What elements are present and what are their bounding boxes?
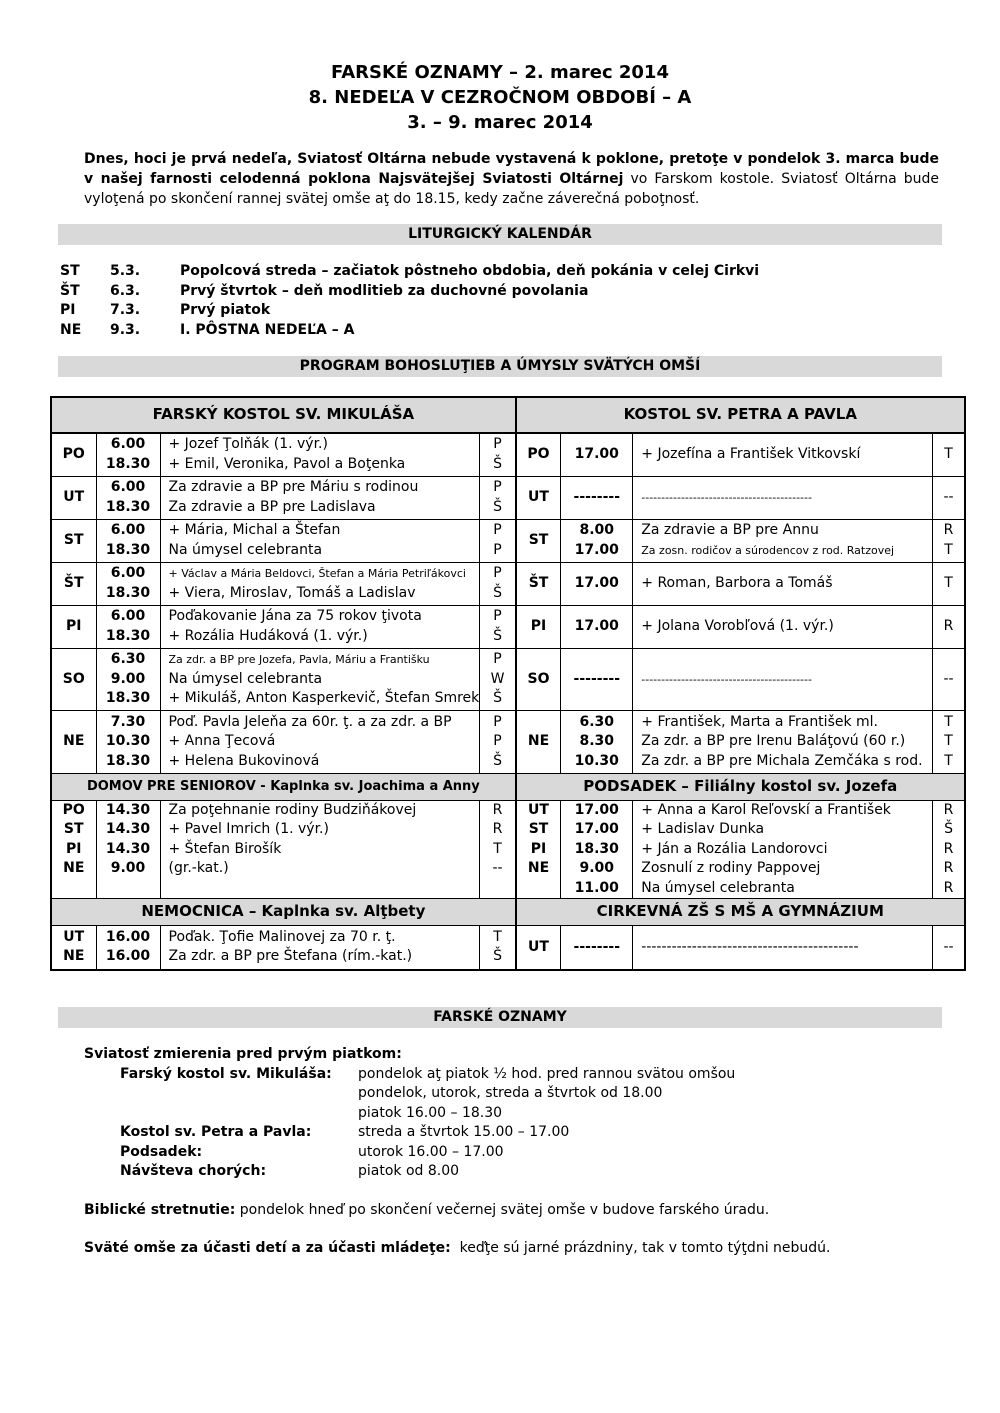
cell-line: 6.00 (110, 565, 146, 581)
page-header (0, 60, 1000, 135)
youth-masses (84, 1239, 830, 1259)
letter-cell (933, 433, 965, 476)
cell-line: + Jozefína a František Vitkovskí (641, 446, 861, 462)
schedule-row (51, 648, 965, 711)
cell-line: 6.00 (110, 522, 146, 538)
cell-line: 6.30 (110, 651, 146, 667)
cell-line: R (943, 879, 954, 896)
letter-cell (933, 800, 965, 899)
cell-line: 17.00 (574, 574, 619, 591)
day-cell (516, 800, 561, 899)
cell-line: + František, Marta a František ml. (641, 713, 879, 730)
cell-line: T (944, 733, 953, 749)
day-cell: ŠT (516, 562, 561, 605)
letter-cell (480, 605, 516, 648)
cell-line: 18.30 (105, 455, 151, 472)
time-cell (96, 800, 160, 899)
cell-line: Poďakovanie Jána za 75 rokov ţivota (168, 608, 422, 624)
calendar-row (60, 282, 759, 302)
letter-cell (480, 476, 516, 519)
cell-line: + Roman, Barbora a Tomáš (641, 574, 833, 591)
day-cell: NE (51, 711, 96, 774)
cell-line: 9.00 (110, 860, 146, 876)
cell-line: ------------------------------------------- (641, 672, 812, 686)
day-cell: PO (51, 433, 96, 476)
cell-line: 18.30 (105, 752, 151, 769)
schedule-row (51, 800, 965, 899)
cell-line: 6.00 (110, 479, 146, 495)
intention-cell (160, 433, 480, 476)
letter-cell (480, 433, 516, 476)
cell-line: Š (493, 455, 502, 472)
cell-line: Š (493, 690, 502, 706)
cell-line: T (944, 713, 953, 730)
cell-line: 9.00 (110, 670, 146, 687)
cell-line: 8.30 (579, 733, 615, 749)
intention-cell (160, 800, 480, 899)
cell-line: 17.00 (574, 541, 619, 558)
cell-line: 17.00 (574, 446, 619, 462)
day-cell: UT (51, 476, 96, 519)
cell-line: P (493, 436, 502, 453)
cell-line: Š (493, 752, 502, 769)
day-cell: PI (51, 605, 96, 648)
intention-cell (633, 711, 933, 774)
confession-time: piatok 16.00 – 18.30 (358, 1104, 503, 1121)
letter-cell (480, 800, 516, 899)
liturgical-calendar (60, 262, 759, 340)
letter-cell (480, 926, 516, 970)
time-cell (96, 711, 160, 774)
cell-line: 18.30 (105, 498, 151, 515)
cell-line: T (944, 752, 953, 769)
cell-line: 14.30 (105, 840, 151, 857)
cell-line: + Helena Bukovinová (168, 752, 320, 769)
bible-meeting (84, 1201, 830, 1221)
cell-line: R (943, 860, 954, 876)
time-cell (96, 476, 160, 519)
cell-line: NE (527, 860, 550, 876)
cell-line: -- (492, 860, 503, 876)
calendar-text: Prvý štvrtok – deň modlitieb za duchovné povolania (180, 282, 589, 299)
time-cell: -------- (561, 926, 633, 970)
cell-line: Na úmysel celebranta (641, 879, 795, 896)
cell-line: 6.30 (579, 713, 615, 730)
cell-line: 11.00 (574, 879, 619, 896)
confession-row (84, 1065, 830, 1085)
cell-line: + Anna Ţecová (168, 733, 276, 749)
cell-line: R (943, 801, 954, 818)
cell-line: 9.00 (579, 860, 615, 876)
day-cell: NE (516, 711, 561, 774)
intention-cell (633, 476, 933, 519)
cell-line: Za zdr. a BP pre Irenu Baláţovú (60 r.) (641, 733, 906, 749)
section-notices: FARSKÉ OZNAMY (58, 1007, 942, 1028)
cell-line: -------- (573, 488, 620, 505)
section-header: NEMOCNICA – Kaplnka sv. Alţbety (51, 899, 516, 926)
confession-title: Sviatosť zmierenia pred prvým piatkom: (84, 1046, 402, 1062)
calendar-day: PI (60, 302, 76, 318)
bible-text: pondelok hneď po skončení večernej svätej omše v budove farského úradu. (235, 1201, 770, 1218)
calendar-date: 9.3. (110, 321, 141, 338)
cell-line: 18.30 (105, 627, 151, 644)
cell-line: 18.30 (574, 840, 619, 857)
cell-line: Za poţehnanie rodiny Budziňákovej (168, 801, 417, 818)
cell-line: (gr.-kat.) (168, 860, 229, 876)
letter-cell (933, 519, 965, 562)
letter-cell (480, 519, 516, 562)
intention-cell (160, 605, 480, 648)
cell-line: Na úmysel celebranta (168, 670, 323, 687)
cell-line: + Mária, Michal a Štefan (168, 522, 341, 538)
cell-line: 17.00 (574, 801, 619, 818)
cell-line: + Rozália Hudáková (1. výr.) (168, 627, 368, 644)
intention-cell (160, 476, 480, 519)
cell-line: Za zdravie a BP pre Ladislava (168, 498, 376, 515)
cell-line: P (493, 651, 502, 667)
intro-bold: Dnes, hoci je prvá nedeľa, Sviatosť Oltárna nebude vystavená k poklone, pretoţe v pondelok 3. marca bude v našej farnosti celodenná poklona Najsvätejšej Sviatosti Oltárnej (84, 151, 939, 187)
intention-cell (160, 519, 480, 562)
cell-line: T (493, 928, 502, 945)
calendar-day: NE (60, 321, 82, 338)
cell-line: UT (63, 928, 85, 945)
cell-line: + Ladislav Dunka (641, 821, 765, 837)
cell-line: T (944, 446, 953, 462)
cell-line: + Emil, Veronika, Pavol a Boţenka (168, 455, 406, 472)
intention-cell (160, 648, 480, 711)
cell-line: ST (528, 821, 549, 837)
calendar-row (60, 321, 759, 341)
time-cell (96, 562, 160, 605)
cell-line: T (493, 840, 502, 857)
cell-line: 16.00 (105, 948, 151, 965)
section-header: CIRKEVNÁ ZŠ S MŠ A GYMNÁZIUM (516, 899, 965, 926)
cell-line: ------------------------------------------- (641, 490, 812, 504)
intention-cell (160, 562, 480, 605)
cell-line: Poď. Pavla Jeleňa za 60r. ţ. a za zdr. a BP (168, 713, 452, 730)
time-cell (96, 433, 160, 476)
confession-place (84, 1104, 358, 1124)
cell-line: NE (63, 948, 85, 965)
confession-place: Návšteva chorých: (120, 1163, 267, 1179)
intro-paragraph (84, 149, 939, 209)
cell-line: 14.30 (105, 821, 151, 837)
time-cell (561, 648, 633, 711)
intention-cell (633, 519, 933, 562)
cell-line: -------- (573, 670, 620, 687)
intention-cell (633, 433, 933, 476)
calendar-day: ŠT (60, 282, 80, 299)
cell-line: Š (493, 584, 502, 601)
day-cell (51, 926, 96, 970)
cell-line: R (492, 801, 503, 818)
cell-line: Zosnulí z rodiny Pappovej (641, 860, 821, 876)
schedule-row (51, 605, 965, 648)
day-cell: ST (516, 519, 561, 562)
intro-rest: vo Farskom kostole. Sviatosť Oltárna bude vyloţená po skončení rannej svätej omše aţ do 18.15, kedy začne záverečná poboţnosť. (84, 171, 939, 207)
letter-cell (933, 605, 965, 648)
intention-cell (633, 648, 933, 711)
cell-line: 17.00 (574, 821, 619, 837)
cell-line: 8.00 (579, 522, 615, 538)
confession-time: piatok od 8.00 (358, 1163, 460, 1179)
confession-row (84, 1123, 830, 1143)
confession-place (84, 1084, 358, 1104)
cell-line: 14.30 (105, 801, 151, 818)
day-cell: UT (516, 926, 561, 970)
letter-cell (480, 562, 516, 605)
cell-line: Za zosn. rodičov a súrodencov z rod. Ratzovej (641, 543, 895, 557)
confession-time: utorok 16.00 – 17.00 (358, 1143, 504, 1160)
cell-line: 18.30 (105, 541, 151, 558)
confession-row (84, 1162, 830, 1182)
cell-line: NE (63, 860, 85, 876)
time-cell (96, 926, 160, 970)
cell-line: Za zdr. a BP pre Štefana (rím.-kat.) (168, 948, 413, 965)
cell-line: R (943, 617, 954, 634)
calendar-row (60, 301, 759, 321)
intention-cell (160, 711, 480, 774)
cell-line: + Ján a Rozália Landorovci (641, 840, 828, 857)
letter-cell: -- (933, 926, 965, 970)
schedule-row (51, 519, 965, 562)
cell-line: 17.00 (574, 617, 619, 634)
cell-line: Za zdravie a BP pre Máriu s rodinou (168, 479, 419, 495)
confession-place: Farský kostol sv. Mikuláša: (120, 1065, 332, 1082)
letter-cell (933, 562, 965, 605)
cell-line: P (493, 479, 502, 495)
mass-schedule-table (50, 396, 966, 971)
day-cell: ŠT (51, 562, 96, 605)
page-subtitle: 8. NEDEĽA V CEZROČNOM OBDOBÍ – A (308, 87, 692, 108)
cell-line: P (493, 713, 502, 730)
section-header: DOMOV PRE SENIOROV - Kaplnka sv. Joachima a Anny (51, 773, 516, 800)
cell-line: + Jozef Ţolňák (1. výr.) (168, 436, 328, 453)
cell-line: 10.30 (574, 752, 619, 769)
schedule-row (51, 711, 965, 774)
time-cell (561, 519, 633, 562)
confession-row (84, 1084, 830, 1104)
confession-place: Podsadek: (120, 1143, 203, 1160)
calendar-date: 7.3. (110, 302, 141, 318)
cell-line: P (493, 541, 502, 558)
calendar-text: I. PÔSTNA NEDEĽA – A (180, 321, 355, 338)
intention-cell (633, 562, 933, 605)
cell-line: Za zdr. a BP pre Jozefa, Pavla, Máriu a Františku (168, 653, 430, 666)
letter-cell (933, 648, 965, 711)
cell-line: Na úmysel celebranta (168, 541, 323, 558)
cell-line: PI (66, 840, 82, 857)
youth-label: Sväté omše za účasti detí a za účasti mládeţe: (84, 1240, 451, 1256)
cell-line: 10.30 (105, 733, 151, 749)
page-title: FARSKÉ OZNAMY – 2. marec 2014 (331, 62, 669, 83)
intention-cell (633, 605, 933, 648)
confession-list (84, 1065, 830, 1182)
cell-line: + Václav a Mária Beldovci, Štefan a Mária Petriľákovci (168, 567, 466, 580)
confession-time: streda a štvrtok 15.00 – 17.00 (358, 1124, 570, 1140)
time-cell (561, 605, 633, 648)
cell-line: Š (944, 821, 953, 837)
time-cell (96, 605, 160, 648)
cell-line: Za zdravie a BP pre Annu (641, 522, 819, 538)
cell-line: 16.00 (105, 928, 151, 945)
cell-line: T (944, 541, 953, 558)
day-cell: UT (516, 476, 561, 519)
confession-time: pondelok, utorok, streda a štvrtok od 18.00 (358, 1085, 663, 1101)
time-cell (561, 711, 633, 774)
cell-line: 7.30 (110, 713, 146, 730)
cell-line: P (493, 565, 502, 581)
cell-line: R (943, 522, 954, 538)
cell-line: 6.00 (110, 608, 146, 624)
day-cell: PO (516, 433, 561, 476)
intention-cell (633, 800, 933, 899)
confession-time: pondelok aţ piatok ½ hod. pred rannou svätou omšou (358, 1065, 736, 1082)
confession-row (84, 1104, 830, 1124)
intention-cell (160, 926, 480, 970)
letter-cell (933, 711, 965, 774)
cell-line: ST (63, 821, 84, 837)
schedule-row (51, 926, 965, 970)
day-cell (51, 800, 96, 899)
section-header: FARSKÝ KOSTOL SV. MIKULÁŠA (51, 397, 516, 433)
calendar-row (60, 262, 759, 282)
cell-line: Š (493, 948, 502, 965)
confession-place: Kostol sv. Petra a Pavla: (120, 1124, 312, 1140)
section-header: PODSADEK – Filiálny kostol sv. Jozefa (516, 773, 965, 800)
cell-line: PI (530, 840, 547, 857)
calendar-date: 5.3. (110, 263, 141, 279)
cell-line: R (492, 821, 503, 837)
confession-row (84, 1143, 830, 1163)
calendar-text: Prvý piatok (180, 302, 271, 318)
time-cell (561, 433, 633, 476)
youth-text: keďţe sú jarné prázdniny, tak v tomto týţdni nebudú. (450, 1240, 831, 1256)
schedule-row (51, 562, 965, 605)
section-calendar: LITURGICKÝ KALENDÁR (58, 224, 942, 245)
cell-line: W (490, 670, 505, 687)
letter-cell (933, 476, 965, 519)
letter-cell (480, 711, 516, 774)
cell-line: T (944, 574, 953, 591)
intention-cell: ------------------------------------------- (633, 926, 933, 970)
cell-line: P (493, 608, 502, 624)
letter-cell (480, 648, 516, 711)
cell-line: + Pavel Imrich (1. výr.) (168, 821, 329, 837)
cell-line: + Mikuláš, Anton Kasperkevič, Štefan Smrek (168, 690, 480, 706)
time-cell (561, 562, 633, 605)
cell-line: + Viera, Miroslav, Tomáš a Ladislav (168, 584, 416, 601)
time-cell (96, 519, 160, 562)
bible-label: Biblické stretnutie: (84, 1201, 236, 1218)
cell-line: -- (943, 488, 954, 505)
day-cell: PI (516, 605, 561, 648)
notices (84, 1045, 830, 1259)
cell-line: Š (493, 498, 502, 515)
date-range: 3. – 9. marec 2014 (407, 112, 593, 133)
schedule-row (51, 433, 965, 476)
time-cell (561, 476, 633, 519)
time-cell (561, 800, 633, 899)
section-program: PROGRAM BOHOSLUŢIEB A ÚMYSLY SVÄTÝCH OMŠÍ (58, 356, 942, 377)
cell-line: R (943, 840, 954, 857)
cell-line: + Štefan Birošík (168, 840, 282, 857)
cell-line: Za zdr. a BP pre Michala Zemčáka s rod. (641, 752, 923, 769)
section-header: KOSTOL SV. PETRA A PAVLA (516, 397, 965, 433)
time-cell (96, 648, 160, 711)
cell-line: PO (62, 801, 85, 818)
cell-line: P (493, 522, 502, 538)
day-cell: SO (51, 648, 96, 711)
schedule-row (51, 476, 965, 519)
cell-line: Š (493, 627, 502, 644)
cell-line: -- (943, 670, 954, 687)
cell-line: P (493, 733, 502, 749)
cell-line: Poďak. Ţofie Malinovej za 70 r. ţ. (168, 928, 396, 945)
calendar-date: 6.3. (110, 282, 141, 299)
day-cell: ST (51, 519, 96, 562)
cell-line: 18.30 (105, 690, 151, 706)
calendar-text: Popolcová streda – začiatok pôstneho obdobia, deň pokánia v celej Cirkvi (180, 263, 760, 279)
day-cell: SO (516, 648, 561, 711)
cell-line: 6.00 (110, 436, 146, 453)
cell-line: + Jolana Vorobľová (1. výr.) (641, 617, 834, 634)
cell-line: + Anna a Karol Reľovskí a František (641, 801, 891, 818)
calendar-day: ST (60, 263, 80, 279)
cell-line: 18.30 (105, 584, 151, 601)
cell-line: UT (528, 801, 549, 818)
